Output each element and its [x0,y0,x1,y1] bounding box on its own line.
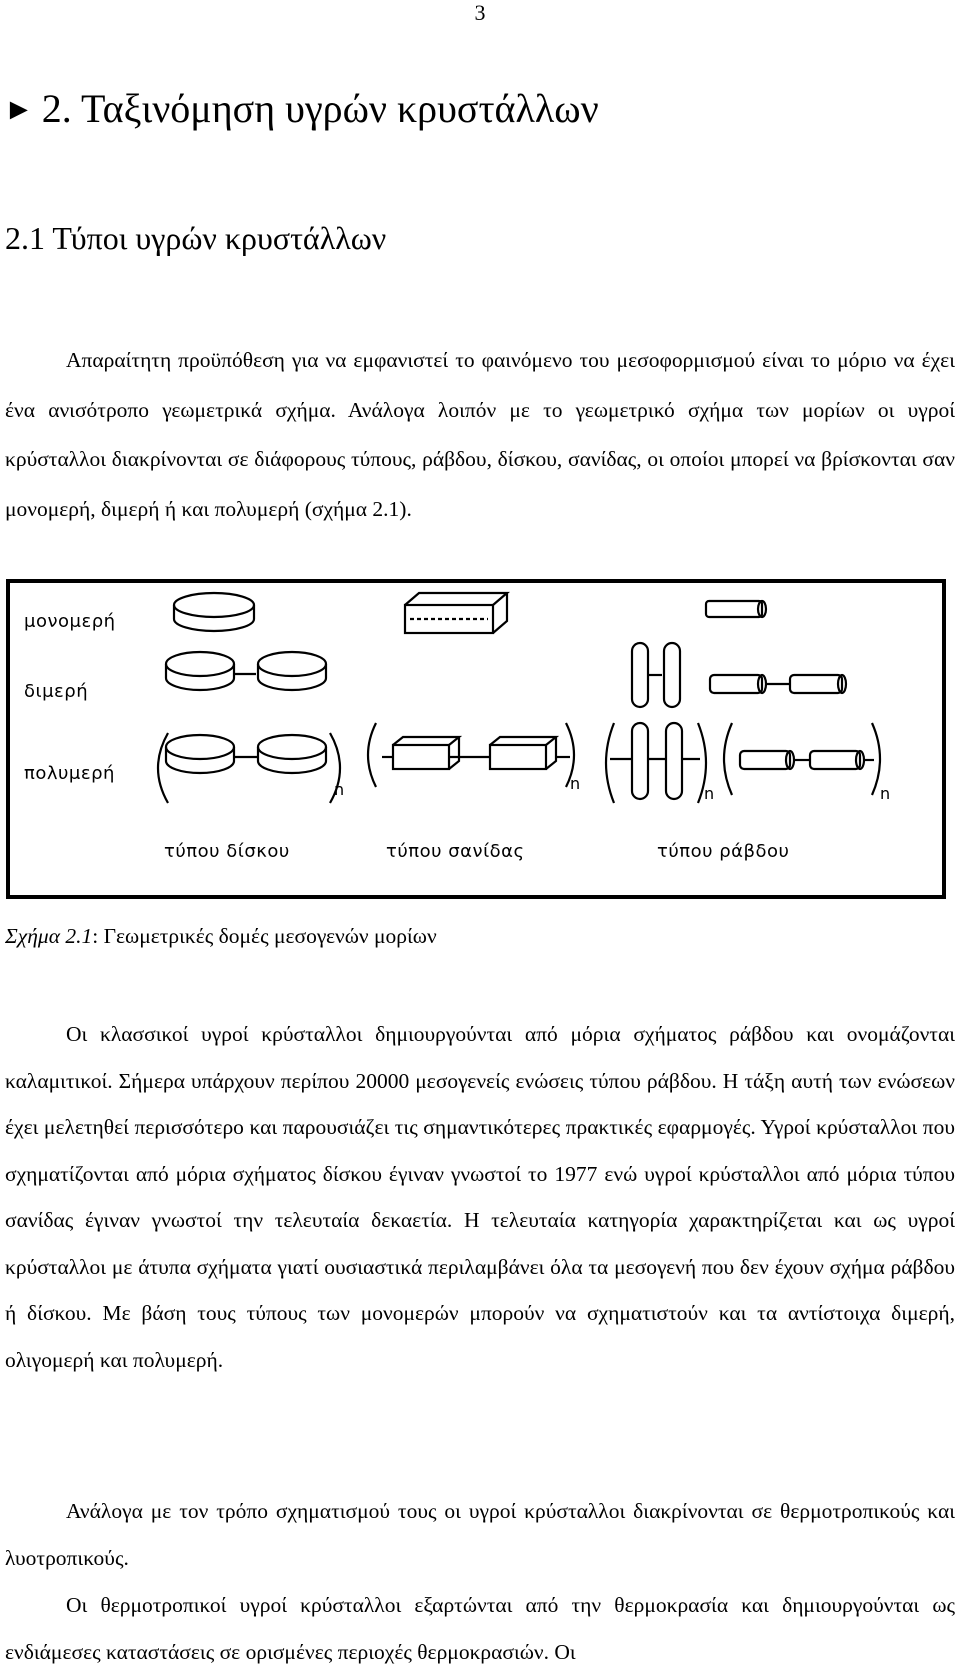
section-title: 2. Ταξινόμηση υγρών κρυστάλλων [41,86,599,131]
subsection-title: 2.1 Τύποι υγρών κρυστάλλων [5,220,387,256]
board-monomer-shape [405,593,507,633]
triangle-bullet-icon: ► [4,93,34,126]
paragraph-calamitic: Οι κλασσικοί υγροί κρύσταλλοι δημιουργούνται από μόρια σχήματος ράβδου και ονομάζονται καλαμιτικοί. Σήμερα υπάρχουν περίπου 20000 μεσογενείς ενώσεις τύπου ράβδου. Η τάξη αυτή των ενώσεων έχει μελετηθεί περισσότερο και παρουσιάζει τις σημαντικότερες πρακτικές εφαρμογές. Υγροί κρύσταλλοι που σχηματίζονται από μόρια σχήματος δίσκου έγιναν γνωστοί το 1977 ενώ υγροί κρύσταλλοι από μόρια τύπου σανίδας έγιναν γνωστοί την τελευταία δεκαετία. Η τελευταία κατηγορία χαρακτηρίζεται και ως υγροί κρύσταλλοι με άτυπα σχήματα γιατί ουσιαστικά περιλαμβάνει όλα τα μεσογενή που δεν έχουν σχήμα ράβδου ή δίσκου. Με βάση τους τύπους των μονομερών μπορούν να σχηματιστούν και τα αντίστοιχα διμερή, ολιγομερή και πολυμερή. [5,1022,955,1372]
row-label-monomer: μονομερή [24,611,116,632]
figure-molecule-shapes [6,579,946,899]
disc-polymer-shape [158,733,340,803]
disc-dimer-shape [166,652,326,690]
column-label-rod: τύπου ράβδου [657,841,790,862]
caption-text: : Γεωμετρικές δομές μεσογενών μορίων [92,924,437,948]
board-polymer-shape [368,723,574,787]
disc-polymer-subscript: n [334,780,345,799]
rod-monomer-shape [706,601,766,617]
row-label-dimer: διμερή [24,681,89,702]
board-polymer-subscript: n [570,774,581,793]
column-label-disc: τύπου δίσκου [164,841,290,862]
section-heading [4,84,599,135]
column-label-board: τύπου σανίδας [386,841,525,862]
rod-chain-polymer-subscript: n [880,784,891,803]
disc-monomer-shape [174,593,254,631]
rod-polymer-shape [606,723,880,803]
rod-column-polymer-subscript: n [704,784,715,803]
rod-dimer-shape [632,643,846,707]
paragraph-thermotropic: Οι θερμοτροπικοί υγροί κρύσταλλοι εξαρτώνται από την θερμοκρασία και δημιουργούνται ως ενδιάμεσες καταστάσεις σε ορισμένες περιοχές θερμοκρασιών. Οι [5,1593,955,1664]
figure-caption [5,921,437,951]
paragraph-intro: Απαραίτητη προϋπόθεση για να εμφανιστεί το φαινόμενο του μεσοφορμισμού είναι το μόριο να έχει ένα ανισότροπο γεωμετρικά σχήμα. Ανάλογα λοιπόν με το γεωμετρικό σχήμα των μορίων οι υγροί κρύσταλλοι διακρίνονται σε διάφορους τύπους, ράβδου, δίσκου, σανίδας, οι οποίοι μπορεί να βρίσκονται σαν μονομερή, διμερή ή και πολυμερή (σχήμα 2.1). [5,348,955,521]
caption-label: Σχήμα 2.1 [5,924,93,948]
row-label-polymer: πολυμερή [24,763,115,784]
page-number: 3 [474,0,486,25]
paragraph-classification: Ανάλογα με τον τρόπο σχηματισμού τους οι υγροί κρύσταλλοι διακρίνονται σε θερμοτροπικούς και λυοτροπικούς. [5,1499,955,1570]
